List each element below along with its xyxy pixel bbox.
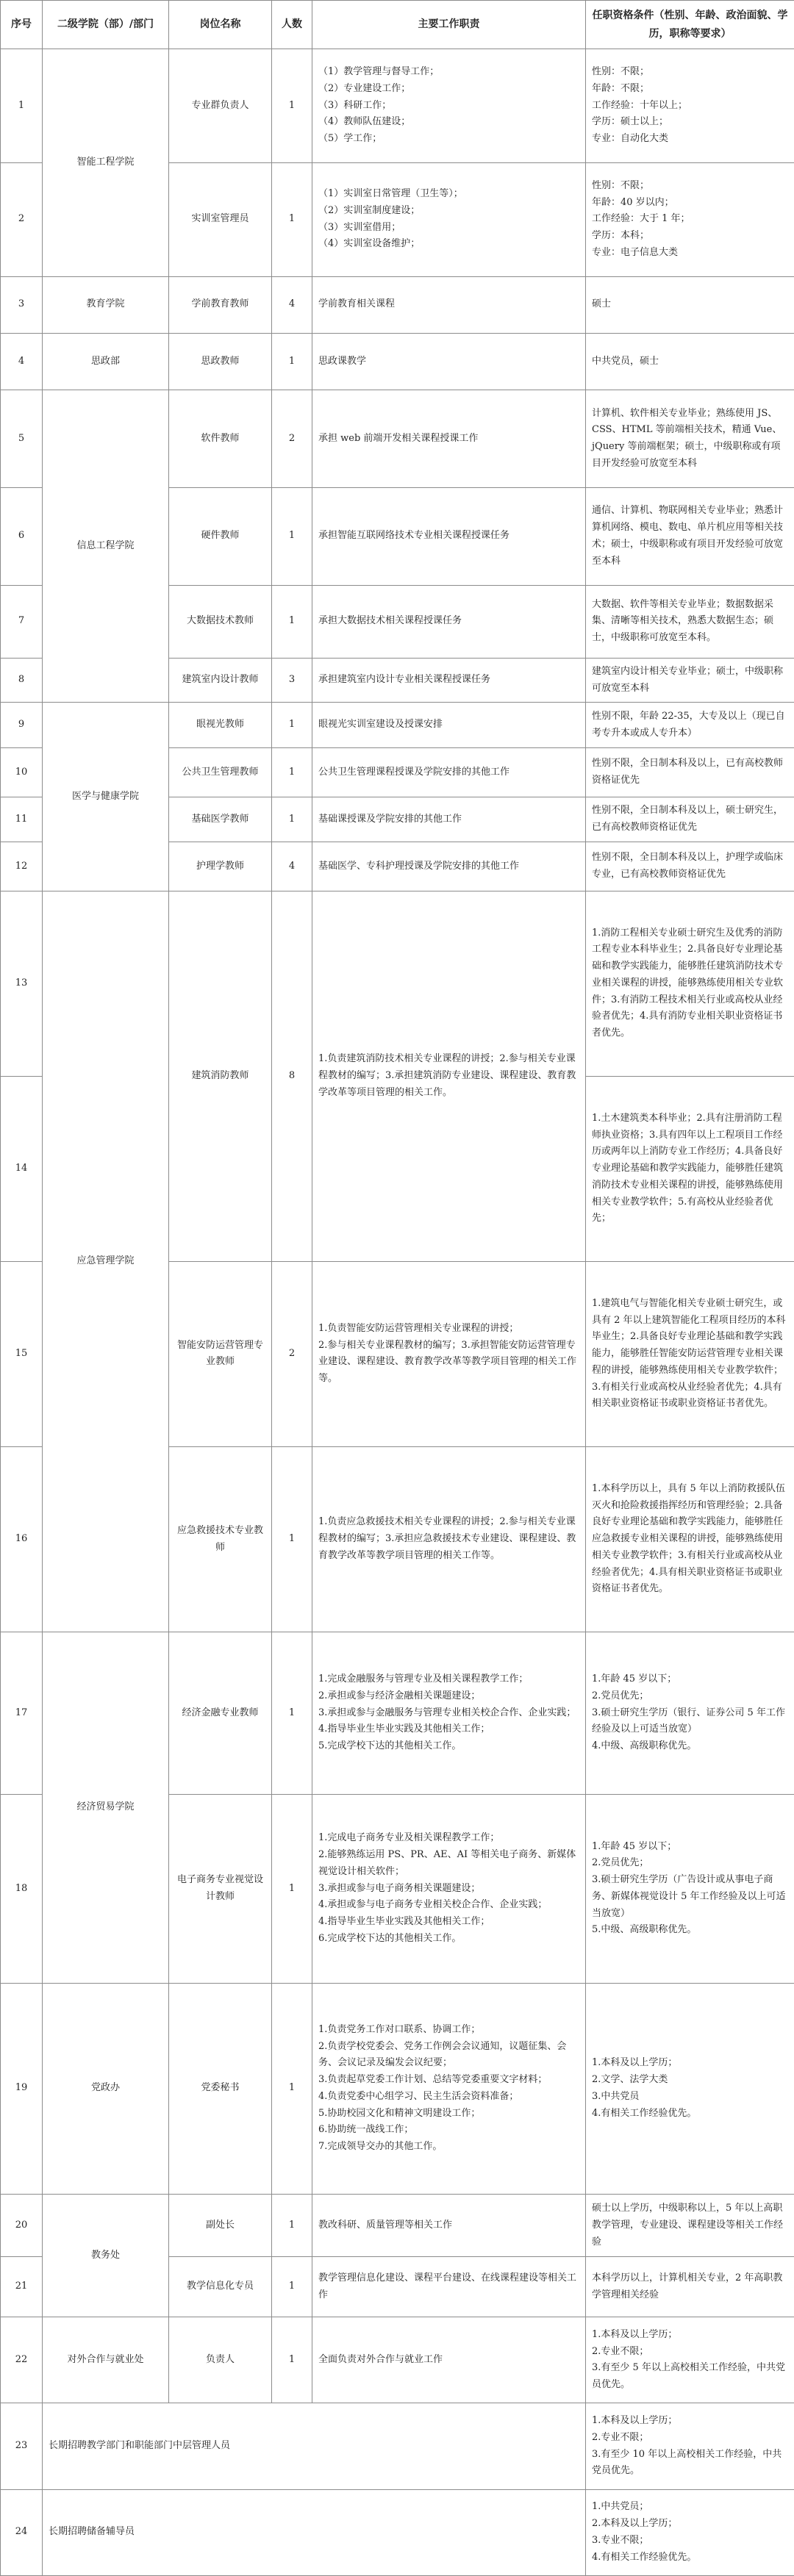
headcount-cell: 1 bbox=[272, 1795, 312, 1983]
position-cell: 实训室管理员 bbox=[169, 162, 272, 276]
headcount-cell: 1 bbox=[272, 797, 312, 842]
cell-text-line: 硕士以上学历，中级职称以上，5 年以上高职教学管理，专业建设、课程建设等相关工作经验 bbox=[592, 2203, 784, 2247]
cell-text-line: 中共党员，硕士 bbox=[592, 355, 659, 367]
cell-text-line: 学前教育相关课程 bbox=[318, 298, 396, 310]
table-body bbox=[1, 49, 794, 2576]
row-number: 18 bbox=[1, 1795, 43, 1983]
header-requirements: 任职资格条件（性别、年龄、政治面貌、学历，职称等要求） bbox=[586, 1, 794, 49]
department-cell: 党政办 bbox=[43, 1983, 169, 2194]
table-row bbox=[1, 2195, 794, 2257]
row-number: 8 bbox=[1, 659, 43, 703]
duties-cell bbox=[312, 1446, 586, 1632]
requirements-cell bbox=[586, 1261, 794, 1446]
row-number: 11 bbox=[1, 797, 43, 842]
requirements-cell bbox=[586, 333, 794, 390]
requirements-cell bbox=[586, 842, 794, 891]
row-number: 17 bbox=[1, 1632, 43, 1795]
cell-text-line: 5.协助校园文化和精神文明建设工作； bbox=[318, 2107, 481, 2119]
cell-text-line: 3.承担或参与金融服务与管理专业相关校企合作、企业实践； bbox=[318, 1707, 576, 1718]
position-cell: 软件教师 bbox=[169, 390, 272, 488]
row-number: 22 bbox=[1, 2317, 43, 2403]
position-cell: 电子商务专业视觉设计教师 bbox=[169, 1795, 272, 1983]
requirements-cell bbox=[586, 2317, 794, 2403]
requirements-cell bbox=[586, 1983, 794, 2194]
table-row bbox=[1, 1632, 794, 1795]
cell-text-line: 性别：不限； bbox=[592, 179, 650, 191]
header-count: 人数 bbox=[272, 1, 312, 49]
cell-text-line: 1.建筑电气与智能化相关专业硕士研究生，或具有 2 年以上建筑智能化工程项目经历的本科毕业生；2.具备良好专业理论基础和教学实践能力，能够胜任智能安防运营管理专业相关课程的讲授，能够熟练使用相关专业教学软件；3.有相关行业或高校从业经验者优先；4.具有相关职业资格证书或职业资格证书者优先。 bbox=[592, 1297, 786, 1410]
requirements-cell bbox=[586, 748, 794, 797]
position-cell: 经济金融专业教师 bbox=[169, 1632, 272, 1795]
cell-text-line: 1.本科学历以上，具有 5 年以上消防救援队伍灭火和抢险救援指挥经历和管理经验；2.具备良好专业理论基础和教学实践能力，能够胜任应急救援专业相关课程的讲授，能够熟练使用相关专业教学软件；3.有相关行业或高校从业经验者优先；4.具有相关职业资格证书或职业资格证书者优先。 bbox=[592, 1482, 785, 1595]
cell-text-line: 硕士 bbox=[592, 298, 612, 310]
table-row bbox=[1, 703, 794, 748]
department-cell: 教务处 bbox=[43, 2195, 169, 2317]
row-number: 3 bbox=[1, 276, 43, 333]
requirements-cell bbox=[586, 891, 794, 1076]
headcount-cell: 1 bbox=[272, 585, 312, 658]
requirements-cell bbox=[586, 1076, 794, 1261]
cell-text-line: 2.文学、法学大类 bbox=[592, 2074, 668, 2086]
duties-cell bbox=[312, 487, 586, 585]
department-cell: 教育学院 bbox=[43, 276, 169, 333]
headcount-cell: 4 bbox=[272, 276, 312, 333]
cell-text-line: 2.专业不限； bbox=[592, 2431, 649, 2443]
cell-text-line: 3.硕士研究生学历（银行、证券公司 5 年工作经验及以上可适当放宽） bbox=[592, 1707, 785, 1735]
cell-text-line: 性别：不限； bbox=[592, 66, 650, 77]
position-cell: 建筑室内设计教师 bbox=[169, 659, 272, 703]
headcount-cell: 1 bbox=[272, 1446, 312, 1632]
cell-text-line: 6.协助统一战线工作； bbox=[318, 2124, 414, 2136]
cell-text-line: 2.专业不限； bbox=[592, 2345, 649, 2357]
department-cell: 医学与健康学院 bbox=[43, 703, 169, 891]
row-number: 9 bbox=[1, 703, 43, 748]
cell-text-line: 性别不限，全日制本科及以上，硕士研究生，已有高校教师资格证优先 bbox=[592, 805, 784, 833]
headcount-cell: 2 bbox=[272, 390, 312, 488]
duties-cell bbox=[312, 585, 586, 658]
cell-text-line: 2.党员优先； bbox=[592, 1690, 649, 1701]
cell-text-line: 建筑室内设计相关专业毕业；硕士，中级职称可放宽至本科 bbox=[592, 665, 784, 694]
cell-text-line: 工作经验：十年以上； bbox=[592, 99, 688, 111]
requirements-cell bbox=[586, 487, 794, 585]
row-number: 2 bbox=[1, 162, 43, 276]
duties-cell bbox=[312, 390, 586, 488]
cell-text-line: 基础医学、专科护理授课及学院安排的其他工作 bbox=[318, 860, 520, 872]
header-dept: 二级学院（部）/部门 bbox=[43, 1, 169, 49]
cell-text-line: 承担大数据技术相关课程授课任务 bbox=[318, 615, 462, 627]
cell-text-line: （2）实训室制度建设； bbox=[318, 204, 421, 216]
header-no: 序号 bbox=[1, 1, 43, 49]
cell-text-line: 4.指导毕业生毕业实践及其他相关工作； bbox=[318, 1916, 490, 1928]
duties-cell bbox=[312, 1983, 586, 2194]
department-cell: 信息工程学院 bbox=[43, 390, 169, 703]
cell-text-line: 1.年龄 45 岁以下； bbox=[592, 1840, 677, 1852]
cell-text-line: 1.消防工程相关专业硕士研究生及优秀的消防工程专业本科毕业生；2.具备良好专业理论基础和教学实践能力，能够胜任建筑消防技术专业相关课程的讲授，能够熟练使用相关专业软件；3.有消防工程技术相关行业或高校从业经验者优先；4.具有消防专业相关职业资格证书者优先。 bbox=[592, 927, 784, 1039]
table-row bbox=[1, 276, 794, 333]
cell-text-line: 公共卫生管理课程授课及学院安排的其他工作 bbox=[318, 766, 510, 778]
cell-text-line: 5.中级、高级职称优先。 bbox=[592, 1924, 697, 1936]
cell-text-line: 1.土木建筑类本科毕业；2.具有注册消防工程师执业资格；3.具有四年以上工程项目工作经历或两年以上消防专业工作经历；4.具备良好专业理论基础和教学实践能力，能够胜任建筑消防技术专业相关课程的讲授，能够熟练使用相关专业教学软件；5.有高校从业经验者优先； bbox=[592, 1112, 784, 1224]
row-number: 13 bbox=[1, 891, 43, 1076]
department-cell: 对外合作与就业处 bbox=[43, 2317, 169, 2403]
department-cell: 智能工程学院 bbox=[43, 49, 169, 277]
requirements-cell bbox=[586, 797, 794, 842]
duties-cell bbox=[312, 659, 586, 703]
headcount-cell: 3 bbox=[272, 659, 312, 703]
headcount-cell: 8 bbox=[272, 891, 312, 1261]
position-span-label: 长期招聘教学部门和职能部门中层管理人员 bbox=[43, 2403, 586, 2489]
table-row bbox=[1, 2317, 794, 2403]
row-number: 5 bbox=[1, 390, 43, 488]
requirements-cell bbox=[586, 2195, 794, 2257]
row-number: 23 bbox=[1, 2403, 43, 2489]
cell-text-line: 2.负责学校党委会、党务工作例会会议通知，议题征集、会务、会议记录及编发会议纪要； bbox=[318, 2040, 567, 2069]
cell-text-line: 思政课教学 bbox=[318, 355, 367, 367]
table-row bbox=[1, 49, 794, 163]
cell-text-line: 承担智能互联网络技术专业相关课程授课任务 bbox=[318, 530, 510, 542]
table-row bbox=[1, 1983, 794, 2194]
headcount-cell: 1 bbox=[272, 49, 312, 163]
cell-text-line: 4.有相关工作经验优先。 bbox=[592, 2107, 697, 2119]
cell-text-line: 7.完成领导交办的其他工作。 bbox=[318, 2141, 443, 2153]
cell-text-line: 4.承担或参与电子商务专业相关校企合作、企业实践； bbox=[318, 1899, 548, 1911]
header-row bbox=[1, 1, 794, 49]
row-number: 1 bbox=[1, 49, 43, 163]
cell-text-line: 年龄：40 岁以内； bbox=[592, 196, 674, 208]
position-span-label: 长期招聘储备辅导员 bbox=[43, 2489, 586, 2575]
department-cell: 应急管理学院 bbox=[43, 891, 169, 1632]
headcount-cell: 1 bbox=[272, 748, 312, 797]
duties-cell bbox=[312, 49, 586, 163]
cell-text-line: 1.完成金融服务与管理专业及相关课程教学工作； bbox=[318, 1673, 529, 1685]
cell-text-line: 承担 web 前端开发相关课程授课工作 bbox=[318, 432, 479, 444]
requirements-cell bbox=[586, 390, 794, 488]
cell-text-line: 2.参与相关专业课程教材的编写；3.承担智能安防运营管理专业建设、课程建设、教育教学改革等教学项目管理的相关工作等。 bbox=[318, 1339, 577, 1385]
cell-text-line: 4.中级、高级职称优先。 bbox=[592, 1740, 697, 1752]
cell-text-line: 3.承担或参与电子商务相关课题建设； bbox=[318, 1882, 481, 1894]
cell-text-line: 2.党员优先； bbox=[592, 1857, 649, 1869]
row-number: 19 bbox=[1, 1983, 43, 2194]
cell-text-line: 教改科研、质量管理等相关工作 bbox=[318, 2219, 453, 2231]
headcount-cell: 1 bbox=[272, 487, 312, 585]
table-row bbox=[1, 333, 794, 390]
row-number: 4 bbox=[1, 333, 43, 390]
duties-cell bbox=[312, 748, 586, 797]
position-cell: 公共卫生管理教师 bbox=[169, 748, 272, 797]
cell-text-line: 承担建筑室内设计专业相关课程授课任务 bbox=[318, 674, 491, 686]
headcount-cell: 1 bbox=[272, 1983, 312, 2194]
position-cell: 眼视光教师 bbox=[169, 703, 272, 748]
row-number: 21 bbox=[1, 2257, 43, 2317]
cell-text-line: 3.负责起草党委工作计划、总结等党委重要文字材料； bbox=[318, 2074, 548, 2086]
requirements-cell bbox=[586, 2403, 794, 2489]
cell-text-line: 年龄：不限； bbox=[592, 82, 650, 94]
cell-text-line: 3.硕士研究生学历（广告设计或从事电子商务、新媒体视觉设计 5 年工作经验及以上可适当放宽） bbox=[592, 1874, 786, 1919]
position-cell: 思政教师 bbox=[169, 333, 272, 390]
headcount-cell: 1 bbox=[272, 2195, 312, 2257]
row-number: 10 bbox=[1, 748, 43, 797]
cell-text-line: 4.负责党委中心组学习、民主生活会资料准备； bbox=[318, 2090, 519, 2102]
cell-text-line: 1.本科及以上学历； bbox=[592, 2328, 678, 2340]
cell-text-line: 计算机、软件相关专业毕业；熟练使用 JS、CSS、HTML 等前端相关技术，精通 Vue、jQuery 等前端框架；硕士，中级职称或有项目开发经验可放宽至本科 bbox=[592, 407, 782, 469]
position-cell: 学前教育教师 bbox=[169, 276, 272, 333]
duties-cell bbox=[312, 1261, 586, 1446]
position-cell: 基础医学教师 bbox=[169, 797, 272, 842]
cell-text-line: 1.完成电子商务专业及相关课程教学工作； bbox=[318, 1832, 500, 1844]
row-number: 7 bbox=[1, 585, 43, 658]
cell-text-line: 1.负责智能安防运营管理相关专业课程的讲授； bbox=[318, 1322, 519, 1334]
row-number: 12 bbox=[1, 842, 43, 891]
cell-text-line: （3）实训室借用； bbox=[318, 221, 401, 233]
duties-cell bbox=[312, 2317, 586, 2403]
requirements-cell bbox=[586, 585, 794, 658]
cell-text-line: 基础课授课及学院安排的其他工作 bbox=[318, 813, 462, 825]
cell-text-line: （2）专业建设工作； bbox=[318, 82, 411, 94]
cell-text-line: 1.年龄 45 岁以下； bbox=[592, 1673, 677, 1685]
requirements-cell bbox=[586, 2257, 794, 2317]
headcount-cell: 1 bbox=[272, 333, 312, 390]
cell-text-line: 通信、计算机、物联网相关专业毕业；熟悉计算机网络、模电、数电、单片机应用等相关技术；硕士，中级职称或有项目开发经验可放宽至本科 bbox=[592, 505, 784, 567]
cell-text-line: 1.中共党员； bbox=[592, 2501, 649, 2513]
cell-text-line: 工作经验：大于 1 年； bbox=[592, 213, 690, 225]
cell-text-line: 3.有至少 5 年以上高校相关工作经验，中共党员优先。 bbox=[592, 2362, 785, 2391]
cell-text-line: 5.完成学校下达的其他相关工作。 bbox=[318, 1740, 462, 1752]
row-number: 15 bbox=[1, 1261, 43, 1446]
cell-text-line: 3.专业不限； bbox=[592, 2534, 649, 2546]
requirements-cell bbox=[586, 49, 794, 163]
cell-text-line: 1.负责应急救援技术相关专业课程的讲授；2.参与相关专业课程教材的编写；3.承担应急救援技术专业建设、课程建设、教育教学改革等教学项目管理的相关工作等。 bbox=[318, 1516, 576, 1561]
position-cell: 智能安防运营管理专业教师 bbox=[169, 1261, 272, 1446]
position-cell: 硬件教师 bbox=[169, 487, 272, 585]
requirements-cell bbox=[586, 1446, 794, 1632]
cell-text-line: 性别不限，全日制本科及以上，已有高校教师资格证优先 bbox=[592, 758, 784, 786]
cell-text-line: 3.有至少 10 年以上高校相关工作经验，中共党员优先。 bbox=[592, 2448, 782, 2477]
cell-text-line: 3.中共党员 bbox=[592, 2090, 640, 2102]
table-row bbox=[1, 2403, 794, 2489]
cell-text-line: 2.承担或参与经济金融相关课题建设； bbox=[318, 1690, 481, 1701]
cell-text-line: 专业：电子信息大类 bbox=[592, 246, 679, 258]
header-position: 岗位名称 bbox=[169, 1, 272, 49]
cell-text-line: 本科学历以上，计算机相关专业，2 年高职教学管理相关经验 bbox=[592, 2272, 783, 2300]
duties-cell bbox=[312, 797, 586, 842]
headcount-cell: 1 bbox=[272, 2317, 312, 2403]
headcount-cell: 1 bbox=[272, 162, 312, 276]
requirements-cell bbox=[586, 703, 794, 748]
cell-text-line: 大数据、软件等相关专业毕业；数据数据采集、清晰等相关技术，熟悉大数据生态；硕士，中级职称可放宽至本科。 bbox=[592, 598, 774, 644]
cell-text-line: （1）教学管理与督导工作； bbox=[318, 66, 440, 77]
cell-text-line: 2.本科及以上学历； bbox=[592, 2518, 678, 2530]
row-number: 20 bbox=[1, 2195, 43, 2257]
position-cell: 建筑消防教师 bbox=[169, 891, 272, 1261]
row-number: 14 bbox=[1, 1076, 43, 1261]
duties-cell bbox=[312, 2195, 586, 2257]
position-cell: 党委秘书 bbox=[169, 1983, 272, 2194]
duties-cell bbox=[312, 333, 586, 390]
header-duties: 主要工作职责 bbox=[312, 1, 586, 49]
requirements-cell bbox=[586, 1795, 794, 1983]
cell-text-line: 2.能够熟练运用 PS、PR、AE、AI 等相关电子商务、新媒体视觉设计相关软件； bbox=[318, 1849, 576, 1877]
cell-text-line: 性别不限，年龄 22-35，大专及以上（现已自考专升本或成人专升本） bbox=[592, 711, 785, 739]
duties-cell bbox=[312, 1795, 586, 1983]
cell-text-line: 4.指导毕业生毕业实践及其他相关工作； bbox=[318, 1723, 490, 1735]
row-number: 16 bbox=[1, 1446, 43, 1632]
cell-text-line: 6.完成学校下达的其他相关工作。 bbox=[318, 1932, 462, 1944]
duties-cell bbox=[312, 842, 586, 891]
cell-text-line: 1.本科及以上学历； bbox=[592, 2057, 678, 2069]
department-cell: 经济贸易学院 bbox=[43, 1632, 169, 1984]
duties-cell bbox=[312, 1632, 586, 1795]
headcount-cell: 1 bbox=[272, 1632, 312, 1795]
cell-text-line: 全面负责对外合作与就业工作 bbox=[318, 2353, 443, 2365]
headcount-cell: 2 bbox=[272, 1261, 312, 1446]
row-number: 24 bbox=[1, 2489, 43, 2575]
cell-text-line: 教学管理信息化建设、课程平台建设、在线课程建设等相关工作 bbox=[318, 2272, 577, 2300]
duties-cell bbox=[312, 891, 586, 1261]
requirements-cell bbox=[586, 659, 794, 703]
cell-text-line: 专业：自动化大类 bbox=[592, 133, 669, 144]
requirements-cell bbox=[586, 276, 794, 333]
cell-text-line: （1）实训室日常管理（卫生等）； bbox=[318, 188, 463, 200]
position-cell: 教学信息化专员 bbox=[169, 2257, 272, 2317]
cell-text-line: 眼视光实训室建设及授课安排 bbox=[318, 719, 443, 731]
position-cell: 应急救援技术专业教师 bbox=[169, 1446, 272, 1632]
duties-cell bbox=[312, 276, 586, 333]
position-cell: 专业群负责人 bbox=[169, 49, 272, 163]
table-row bbox=[1, 390, 794, 488]
duties-cell bbox=[312, 2257, 586, 2317]
cell-text-line: 4.有相关工作经验优先。 bbox=[592, 2551, 697, 2563]
headcount-cell: 1 bbox=[272, 2257, 312, 2317]
requirements-cell bbox=[586, 1632, 794, 1795]
table-row bbox=[1, 891, 794, 1076]
cell-text-line: 学历：本科； bbox=[592, 230, 650, 242]
position-cell: 护理学教师 bbox=[169, 842, 272, 891]
cell-text-line: 性别不限，全日制本科及以上，护理学或临床专业，已有高校教师资格证优先 bbox=[592, 852, 784, 880]
cell-text-line: （5）学工作； bbox=[318, 133, 382, 144]
cell-text-line: （4）教师队伍建设； bbox=[318, 116, 411, 128]
duties-cell bbox=[312, 703, 586, 748]
cell-text-line: 1.负责党务工作对口联系、协调工作； bbox=[318, 2023, 481, 2035]
duties-cell bbox=[312, 162, 586, 276]
cell-text-line: 1.本科及以上学历； bbox=[592, 2415, 678, 2427]
headcount-cell: 1 bbox=[272, 703, 312, 748]
row-number: 6 bbox=[1, 487, 43, 585]
cell-text-line: （4）实训室设备维护； bbox=[318, 238, 421, 250]
requirements-cell bbox=[586, 162, 794, 276]
requirements-cell bbox=[586, 2489, 794, 2575]
cell-text-line: （3）科研工作； bbox=[318, 99, 392, 111]
cell-text-line: 1.负责建筑消防技术相关专业课程的讲授；2.参与相关专业课程教材的编写；3.承担建筑消防专业建设、课程建设、教育教学改革等项目管理的相关工作。 bbox=[318, 1053, 576, 1098]
headcount-cell: 4 bbox=[272, 842, 312, 891]
table-row bbox=[1, 2489, 794, 2575]
position-cell: 副处长 bbox=[169, 2195, 272, 2257]
department-cell: 思政部 bbox=[43, 333, 169, 390]
position-cell: 大数据技术教师 bbox=[169, 585, 272, 658]
cell-text-line: 学历：硕士以上； bbox=[592, 116, 669, 128]
position-cell: 负责人 bbox=[169, 2317, 272, 2403]
